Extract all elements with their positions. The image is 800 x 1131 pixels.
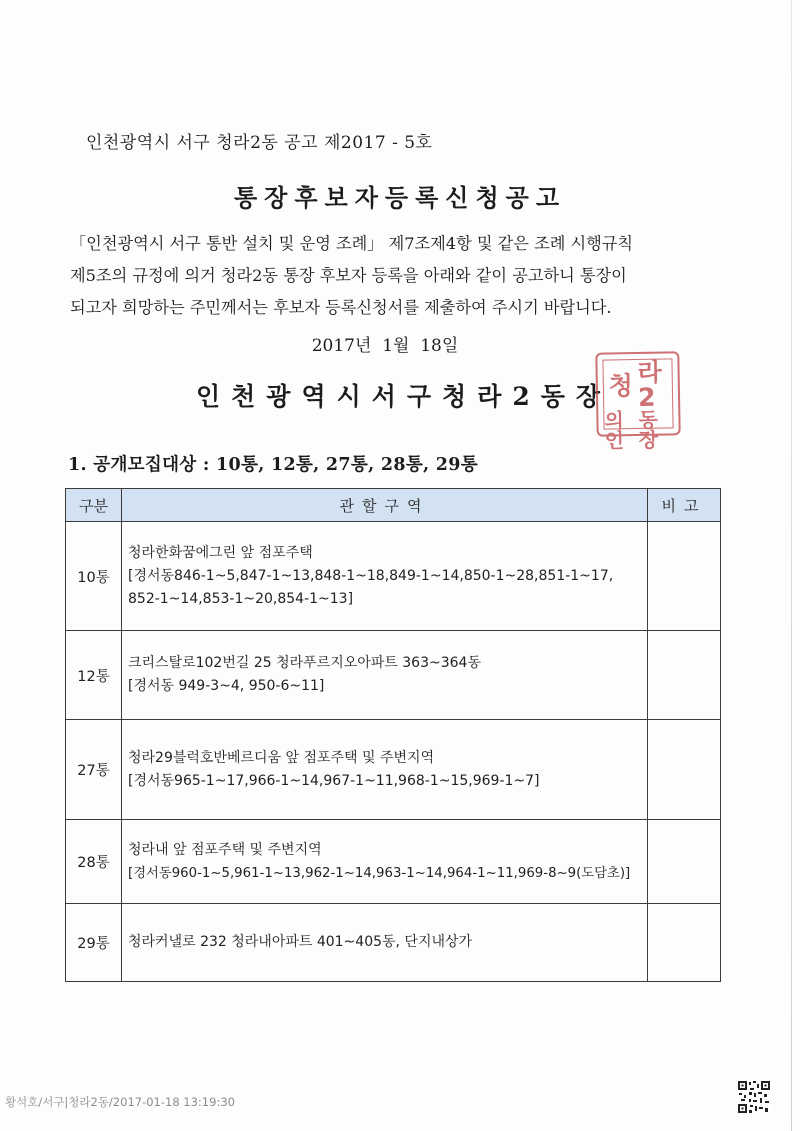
jurisdiction-cell xyxy=(122,631,648,720)
table-header-row xyxy=(66,489,721,522)
jurisdiction-line: [경서동960-1~5,961-1~13,962-1~14,963-1~14,964-1~11,969-8~9(도담초)] xyxy=(128,865,631,881)
remarks-cell xyxy=(648,720,721,820)
jurisdiction-cell xyxy=(122,522,648,631)
district-table xyxy=(65,488,721,982)
table-row xyxy=(66,522,721,631)
qr-code-icon xyxy=(737,1080,771,1114)
body-line-3: 되고자 희망하는 주민께서는 후보자 등록신청서를 제출하여 주시기 바랍니다. xyxy=(70,298,612,317)
tong-number: 27통 xyxy=(66,720,122,820)
jurisdiction-line: 크리스탈로102번길 25 청라푸르지오아파트 363~364동 xyxy=(128,655,481,671)
jurisdiction-line: 청라한화꿈에그린 앞 점포주택 xyxy=(128,544,313,561)
jurisdiction-cell xyxy=(122,720,648,820)
remarks-cell xyxy=(648,631,721,720)
remarks-cell xyxy=(648,522,721,631)
table-row xyxy=(66,904,721,982)
page-edge xyxy=(791,0,792,1131)
jurisdiction-cell xyxy=(122,904,648,982)
header-remarks: 비고 xyxy=(648,489,721,522)
tong-number: 28통 xyxy=(66,820,122,904)
header-division: 구분 xyxy=(66,489,122,522)
table-row xyxy=(66,720,721,820)
issuer-name: 인천광역시서구청라2동장 xyxy=(196,382,612,411)
jurisdiction-line: [경서동 949-3~4, 950-6~11] xyxy=(128,678,325,694)
tong-number: 10통 xyxy=(66,522,122,631)
table-row xyxy=(66,631,721,720)
document-title: 통장후보자등록신청공고 xyxy=(233,183,567,212)
section-heading: 1. 공개모집대상 : 10통, 12통, 27통, 28통, 29통 xyxy=(68,455,478,475)
notice-date: 2017년 1월 18일 xyxy=(311,336,459,356)
jurisdiction-line: [경서동846-1~5,847-1~13,848-1~18,849-1~14,850-1~28,851-1~17, xyxy=(128,567,614,584)
jurisdiction-line: [경서동965-1~17,966-1~14,967-1~11,968-1~15,969-1~7] xyxy=(128,772,540,789)
table-row xyxy=(66,820,721,904)
notice-number: 인천광역시 서구 청라2동 공고 제2017 - 5호 xyxy=(86,133,433,153)
body-line-1: 「인천광역시 서구 통반 설치 및 운영 조례」 제7조제4항 및 같은 조례 시행규칙 xyxy=(70,234,634,253)
seal-char: 의인 xyxy=(604,408,625,453)
tong-number: 12통 xyxy=(66,631,122,720)
tong-number: 29통 xyxy=(66,904,122,982)
header-jurisdiction: 관할구역 xyxy=(122,489,648,522)
seal-char: 라2 xyxy=(637,357,663,412)
remarks-cell xyxy=(648,820,721,904)
remarks-cell xyxy=(648,904,721,982)
official-seal-stamp xyxy=(595,351,680,453)
seal-char: 청 xyxy=(608,370,634,401)
notice-body xyxy=(70,228,730,324)
seal-char: 동장 xyxy=(638,407,659,452)
jurisdiction-cell xyxy=(122,820,648,904)
jurisdiction-line: 청라29블럭호반베르디움 앞 점포주택 및 주변지역 xyxy=(128,749,435,766)
jurisdiction-line: 청라내 앞 점포주택 및 주변지역 xyxy=(128,841,322,858)
jurisdiction-line: 852-1~14,853-1~20,854-1~13] xyxy=(128,590,354,607)
body-line-2: 제5조의 규정에 의거 청라2동 통장 후보자 등록을 아래와 같이 공고하니 통장이 xyxy=(70,266,627,285)
footer-print-stamp: 황석호/서구|청라2동/2017-01-18 13:19:30 xyxy=(5,1095,235,1109)
jurisdiction-line: 청라커낼로 232 청라내아파트 401~405동, 단지내상가 xyxy=(128,934,473,950)
